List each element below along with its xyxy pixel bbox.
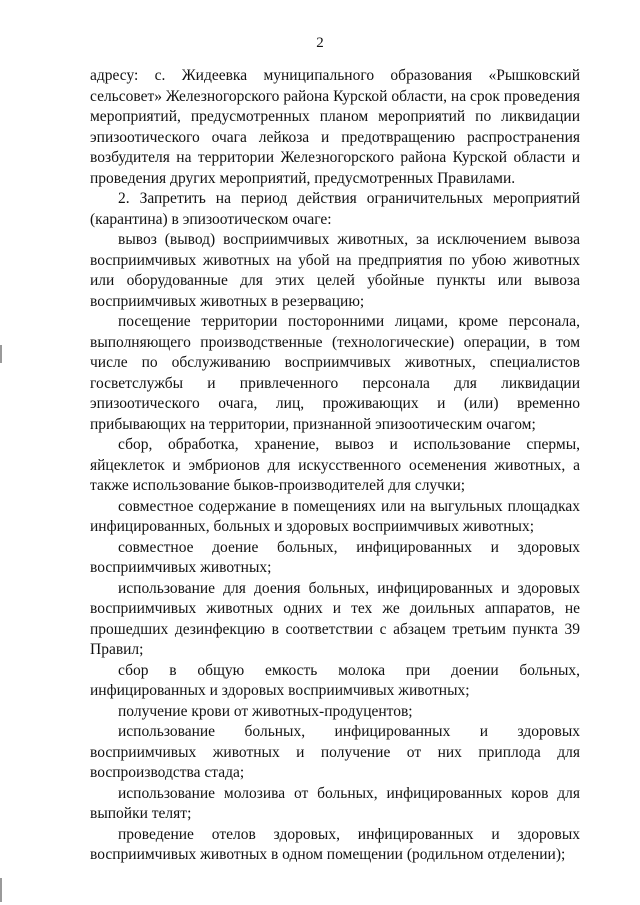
paragraph-blood-collection: получение крови от животных-продуцентов; [118, 702, 413, 720]
paragraph-colostrum-use: использование молозива от больных, инфицированных коров для выпойки телят; [90, 784, 580, 822]
page-number: 2 [316, 35, 324, 51]
paragraph-animal-removal: вывоз (вывод) восприимчивых животных, за исключением вывоза восприимчивых животных на убой на предприятия по убою животных или оборудованные для этих целей убойные пункты или вывоза восприимчивых животных в резервацию; [90, 231, 580, 310]
paragraph-breeding-use: использование больных, инфицированных и здоровых восприимчивых животных и получение от них приплода для воспроизводства стада; [90, 723, 580, 781]
paragraph-semen-collection: сбор, обработка, хранение, вывоз и использование спермы, яйцеклеток и эмбрионов для искусственного осеменения животных, а также использование быков-производителей для случки; [90, 436, 580, 494]
scan-edge-mark [0, 878, 2, 902]
paragraph-prohibition-intro: 2. Запретить на период действия ограничительных мероприятий (карантина) в эпизоотическом очаге: [90, 190, 580, 228]
document-body [90, 66, 580, 866]
paragraph-address-continuation: адресу: с. Жидеевка муниципального образования «Рышковский сельсовет» Железногорского района Курской области, на срок проведения мероприятий, предусмотренных планом мероприятий по ликвидации эпизоотического очага лейкоза и предотвращению распространения возбудителя на территории Железногорского района Курской области и проведения других мероприятий, предусмотренных Правилами. [90, 67, 580, 187]
paragraph-milking-apparatus: использование для доения больных, инфицированных и здоровых восприимчивых животных одних и тех же доильных аппаратов, не прошедших дезинфекцию в соответствии с абзацем третьим пункта 39 Правил; [90, 579, 580, 658]
paragraph-territory-visits: посещение территории посторонними лицами, кроме персонала, выполняющего производственные (технологические) операции, в том числе по обслуживанию восприимчивых животных, специалистов госветслужбы и привлеченного персонала для ликвидации эпизоотического очага, лиц, проживающих и (или) временно прибывающих на территории, признанной эпизоотическим очагом; [90, 313, 580, 433]
paragraph-joint-milking: совместное доение больных, инфицированных и здоровых восприимчивых животных; [90, 538, 580, 576]
paragraph-milk-collection: сбор в общую емкость молока при доении больных, инфицированных и здоровых восприимчивых животных; [90, 661, 580, 699]
paragraph-joint-housing: совместное содержание в помещениях или на выгульных площадках инфицированных, больных и здоровых восприимчивых животных; [90, 497, 580, 535]
scan-edge-mark [0, 345, 2, 363]
paragraph-calving: проведение отелов здоровых, инфицированных и здоровых восприимчивых животных в одном помещении (родильном отделении); [90, 825, 580, 863]
